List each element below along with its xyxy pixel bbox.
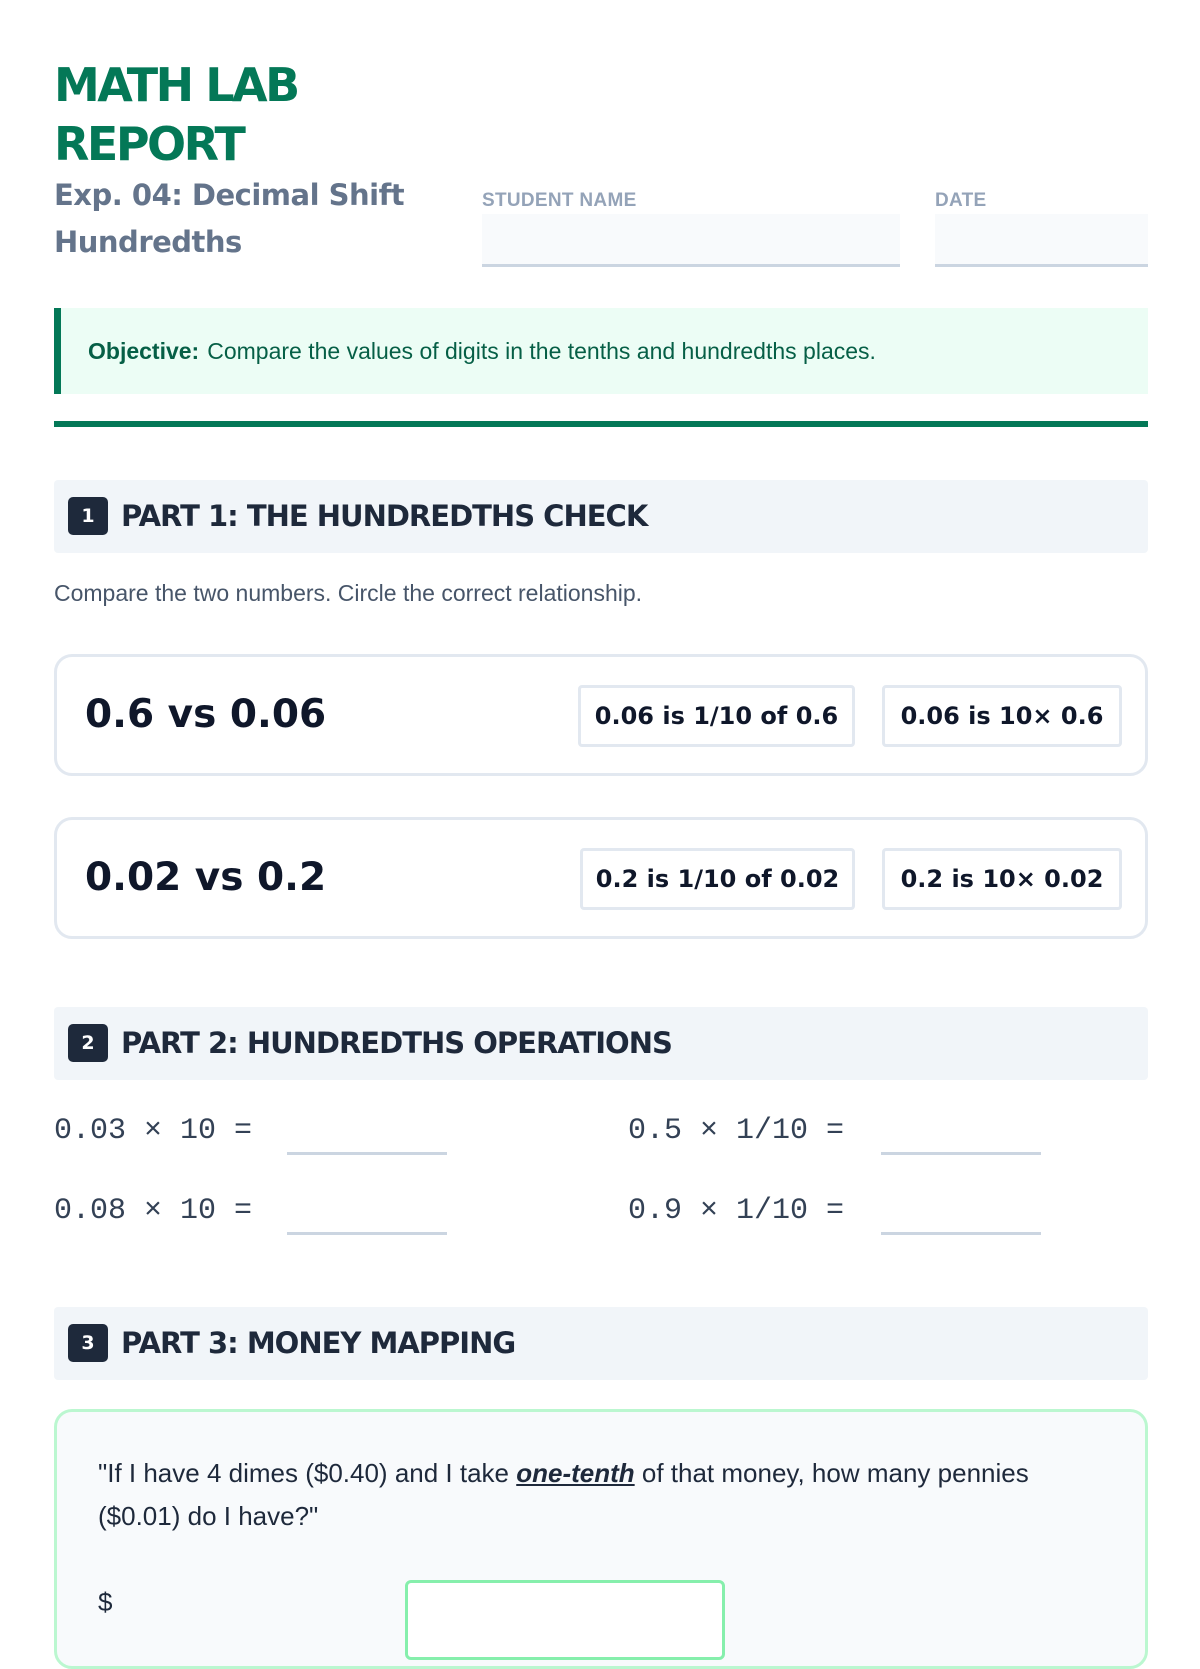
answer-blank[interactable]	[287, 1152, 447, 1155]
part1-number-badge: 1	[68, 497, 108, 535]
part1-header	[54, 480, 1148, 553]
experiment-subtitle: Exp. 04: Decimal Shift Hundredths	[54, 178, 405, 259]
operation-row	[628, 1106, 1088, 1156]
part3-header	[54, 1307, 1148, 1380]
operation-row	[54, 1186, 514, 1236]
date-label: DATE	[935, 190, 987, 211]
comparison-question: 0.02 vs 0.2	[85, 855, 327, 900]
money-mapping-box	[54, 1409, 1148, 1669]
date-field[interactable]	[935, 214, 1148, 267]
report-title: MATH LAB REPORT	[54, 58, 298, 171]
part2-header	[54, 1007, 1148, 1080]
comparison-card	[54, 654, 1148, 776]
operation-expression: 0.03 × 10 =	[54, 1114, 253, 1148]
comparison-question: 0.6 vs 0.06	[85, 692, 327, 737]
objective-box	[54, 308, 1148, 394]
student-name-label: STUDENT NAME	[482, 190, 637, 211]
option-b-button[interactable]: 0.2 is 10× 0.02	[882, 848, 1122, 910]
part2-title: PART 2: HUNDREDTHS OPERATIONS	[121, 1026, 672, 1060]
part3-number-badge: 3	[68, 1324, 108, 1362]
money-question-end: of that money, how many pennies ($0.01) do I have?"	[98, 1458, 1029, 1531]
dollar-sign: $	[98, 1587, 113, 1617]
operation-expression: 0.08 × 10 =	[54, 1194, 253, 1228]
comparison-card	[54, 817, 1148, 939]
header-divider	[54, 421, 1148, 427]
option-b-button[interactable]: 0.06 is 10× 0.6	[882, 685, 1122, 747]
operation-row	[628, 1186, 1088, 1236]
money-answer-box[interactable]	[405, 1580, 725, 1660]
money-question	[98, 1452, 1058, 1538]
answer-blank[interactable]	[287, 1232, 447, 1235]
part2-number-badge: 2	[68, 1024, 108, 1062]
option-a-button[interactable]: 0.2 is 1/10 of 0.02	[580, 848, 855, 910]
answer-blank[interactable]	[881, 1152, 1041, 1155]
objective-text: Compare the values of digits in the tenths and hundredths places.	[207, 337, 876, 364]
answer-blank[interactable]	[881, 1232, 1041, 1235]
operation-expression: 0.5 × 1/10 =	[628, 1114, 845, 1148]
objective-label: Objective:	[88, 337, 200, 364]
part3-title: PART 3: MONEY MAPPING	[121, 1326, 516, 1360]
part1-title: PART 1: THE HUNDREDTHS CHECK	[121, 499, 648, 533]
money-question-emphasis: one-tenth	[516, 1458, 635, 1488]
option-a-button[interactable]: 0.06 is 1/10 of 0.6	[578, 685, 855, 747]
money-question-start: "If I have 4 dimes ($0.40) and I take	[98, 1458, 517, 1488]
part1-instructions: Compare the two numbers. Circle the correct relationship.	[54, 580, 643, 606]
operation-expression: 0.9 × 1/10 =	[628, 1194, 845, 1228]
operation-row	[54, 1106, 514, 1156]
student-name-field[interactable]	[482, 214, 900, 267]
